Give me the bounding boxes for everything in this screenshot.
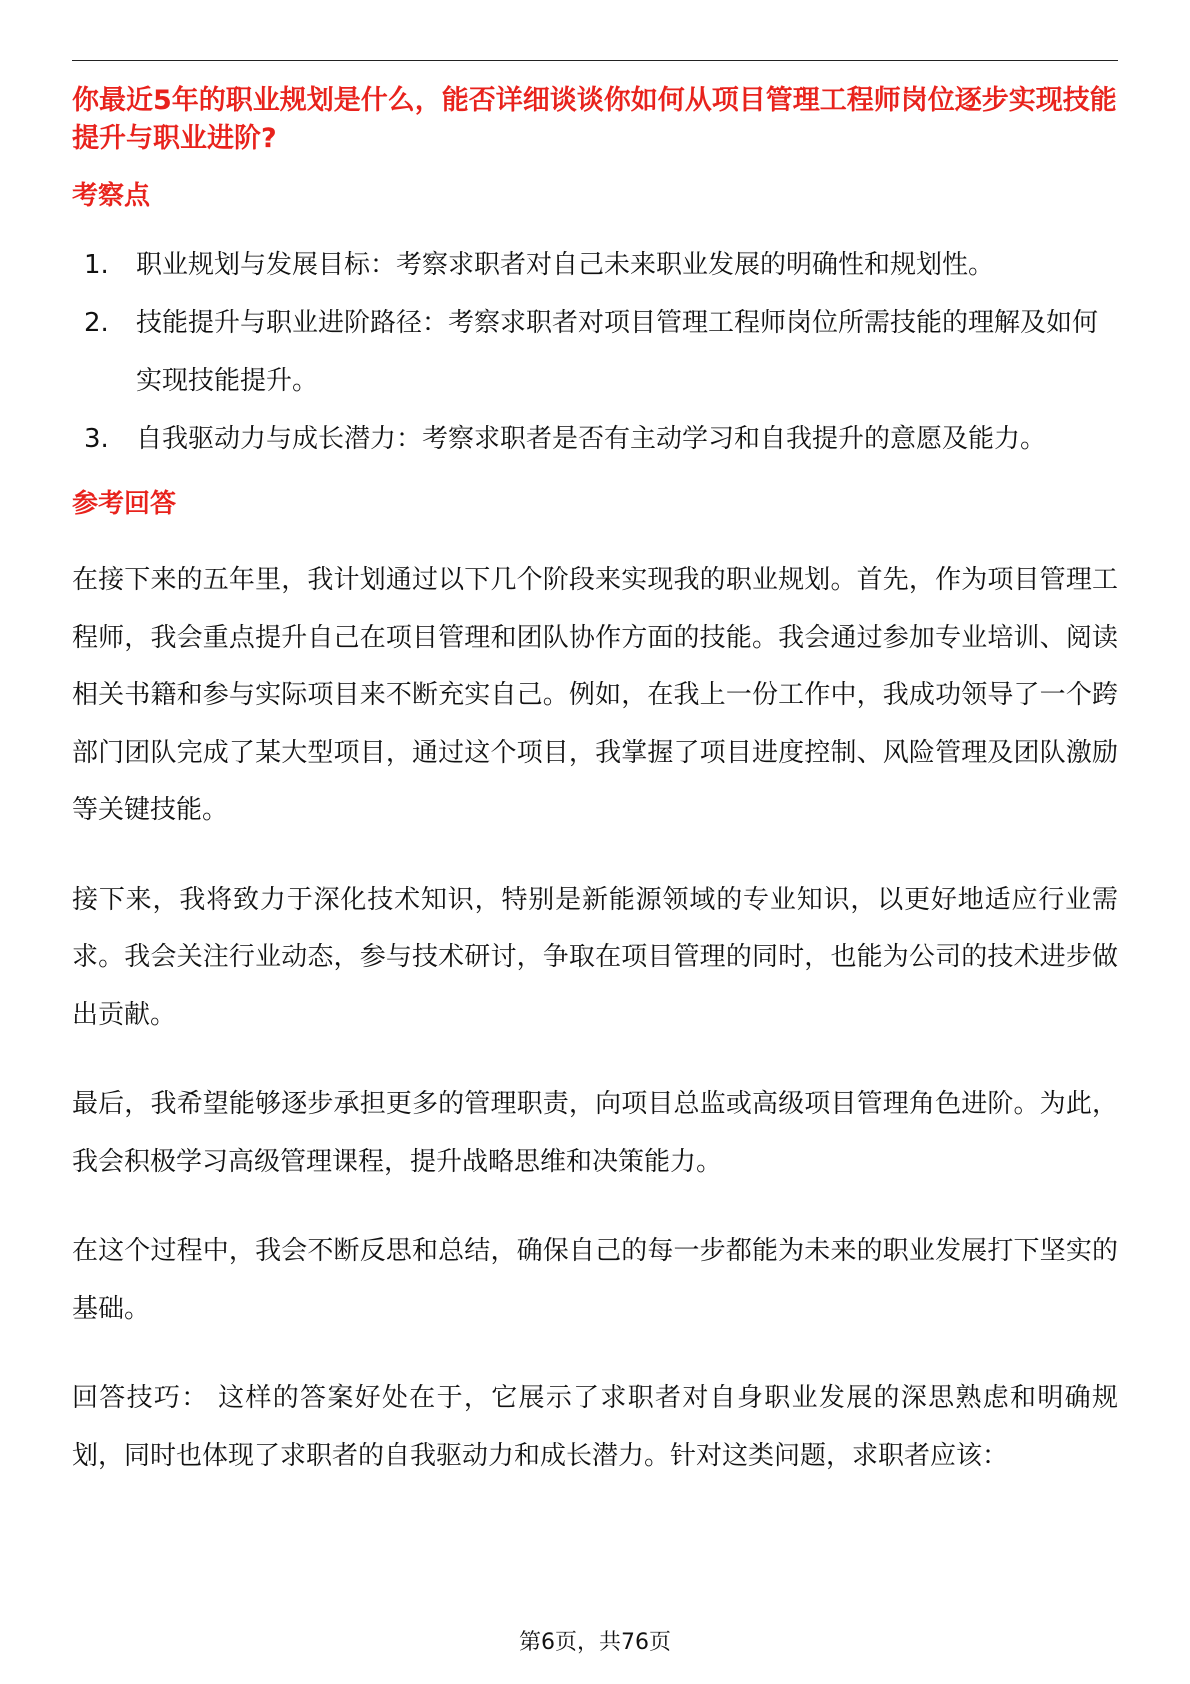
list-item-number: 2.: [84, 308, 109, 338]
list-item: [72, 294, 1118, 410]
top-rule: [72, 60, 1118, 61]
list-item-text: 自我驱动力与成长潜力：考察求职者是否有主动学习和自我提升的意愿及能力。: [136, 424, 1047, 454]
list-item-text: 职业规划与发展目标：考察求职者对自己未来职业发展的明确性和规划性。: [136, 250, 995, 280]
page-content: [72, 82, 1118, 1485]
list-item-number: 3.: [84, 424, 109, 454]
page-footer: 第6页，共76页: [519, 1630, 671, 1655]
answer-paragraph: 接下来，我将致力于深化技术知识，特别是新能源领域的专业知识，以更好地适应行业需求。我会关注行业动态，参与技术研讨，争取在项目管理的同时，也能为公司的技术进步做出贡献。: [72, 884, 1118, 1030]
answer-paragraph: 在这个过程中，我会不断反思和总结，确保自己的每一步都能为未来的职业发展打下坚实的基础。: [72, 1236, 1118, 1324]
answer-tips-paragraph: 回答技巧： 这样的答案好处在于，它展示了求职者对自身职业发展的深思熟虑和明确规划，同时也体现了求职者的自我驱动力和成长潜力。针对这类问题，求职者应该：: [72, 1383, 1118, 1471]
answer-paragraph: 在接下来的五年里，我计划通过以下几个阶段来实现我的职业规划。首先，作为项目管理工程师，我会重点提升自己在项目管理和团队协作方面的技能。我会通过参加专业培训、阅读相关书籍和参与实际项目来不断充实自己。例如，在我上一份工作中，我成功领导了一个跨部门团队完成了某大型项目，通过这个项目，我掌握了项目进度控制、风险管理及团队激励等关键技能。: [72, 565, 1118, 825]
section-title-exam-points: 考察点: [72, 181, 151, 211]
answer-paragraph: 最后，我希望能够逐步承担更多的管理职责，向项目总监或高级项目管理角色进阶。为此，我会积极学习高级管理课程，提升战略思维和决策能力。: [72, 1089, 1118, 1177]
question-heading: 你最近5年的职业规划是什么，能否详细谈谈你如何从项目管理工程师岗位逐步实现技能提升与职业进阶?: [72, 85, 1117, 154]
list-item: [72, 236, 1118, 294]
list-item-text: 技能提升与职业进阶路径：考察求职者对项目管理工程师岗位所需技能的理解及如何实现技能提升。: [136, 308, 1099, 396]
section-title-reference-answer: 参考回答: [72, 489, 177, 519]
list-item: [72, 410, 1118, 468]
list-item-number: 1.: [84, 250, 109, 280]
exam-points-list: [72, 236, 1118, 468]
